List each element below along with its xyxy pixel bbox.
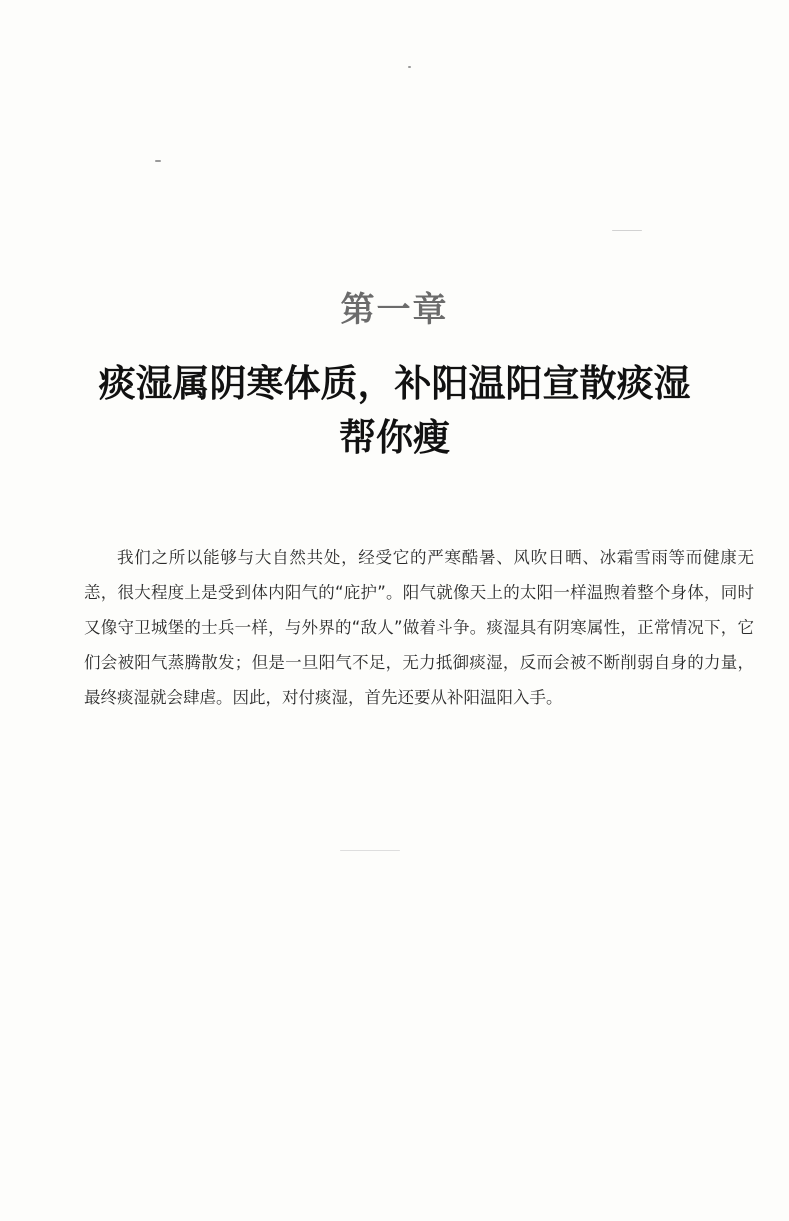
chapter-title-line-1: 痰湿属阴寒体质，补阳温阳宣散痰湿 xyxy=(98,361,691,405)
chapter-title-line-2: 帮你瘦 xyxy=(339,415,450,459)
scan-speck xyxy=(612,230,642,231)
scan-speck xyxy=(340,850,400,851)
chapter-label: 第一章 xyxy=(340,290,449,330)
body-paragraph: 我们之所以能够与大自然共处，经受它的严寒酷暑、风吹日晒、冰霜雪雨等而健康无恙，很大程度上是受到体内阳气的“庇护”。阳气就像天上的太阳一样温煦着整个身体，同时又像守卫城堡的士兵一样，与外界的“敌人”做着斗争。痰湿具有阴寒属性，正常情况下，它们会被阳气蒸腾散发；但是一旦阳气不足，无力抵御痰湿，反而会被不断削弱自身的力量，最终痰湿就会肆虐。因此，对付痰湿，首先还要从补阳温阳入手。 xyxy=(84,548,754,707)
scan-speck xyxy=(408,66,411,68)
chapter-title xyxy=(40,356,749,464)
scan-speck xyxy=(155,160,161,162)
